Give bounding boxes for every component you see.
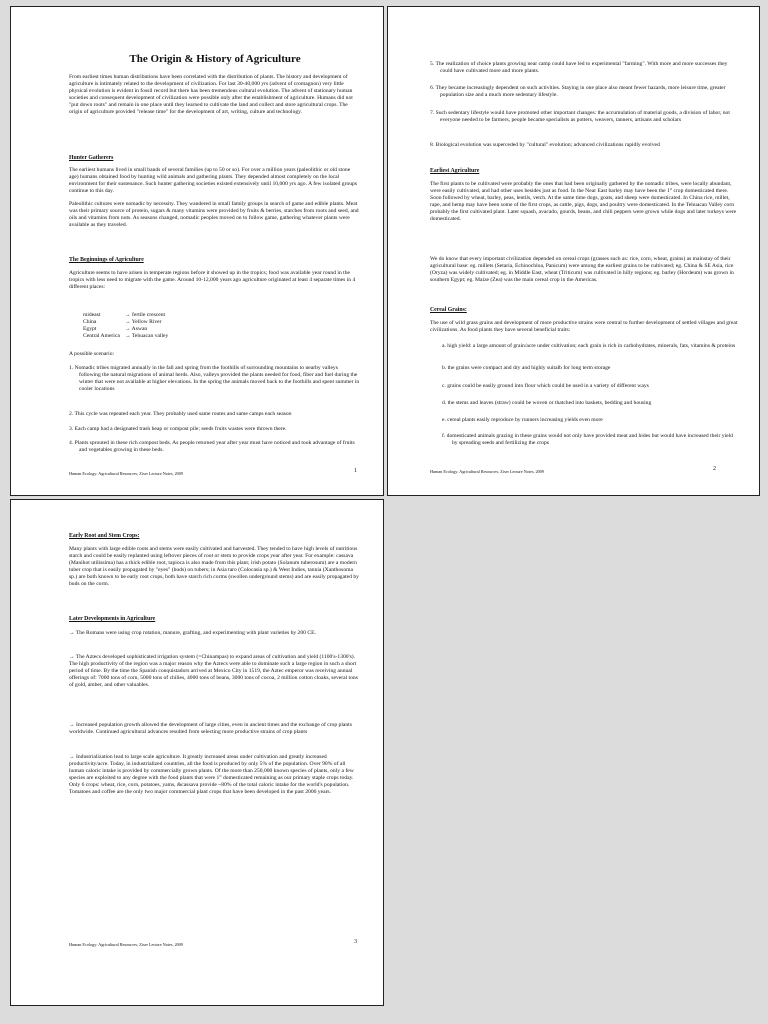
scenario-label: A possible scenario: xyxy=(69,351,115,357)
hunter-paragraph-1: The earliest humans lived in small bands of several families (up to 50 or so). For over a million years (paleolithic or old stone age) humans obtained food by hunting wild animals and gathering plants. They depended almost completely on the local environment for their sustenance. Such hunter gathering societies existed extensively until 10,000 yrs ago. A few isolated groups continue to this day. xyxy=(69,167,358,195)
heading-hunter-gatherers: Hunter Gatherers xyxy=(69,155,114,161)
list-item: 6. They became increasingly dependent on such activities. Staying in one place also meant fewer hazards, more leisure time, greater population size and a much more sedentary lifestyle. xyxy=(430,85,726,99)
later-item: → The Romans were using crop rotation, manure, grafting, and experimenting with plant varieties by 200 CE. xyxy=(69,630,316,636)
page-1 xyxy=(10,6,384,496)
list-item: 7. Such sedentary lifestyle would have promoted other important changes: the accumulation of material goods, a division of labor, not everyone needed to be farmers, people became specialists as potters, weavers, tanners, artisans and scholars xyxy=(430,110,730,124)
trait-item: f. domesticated animals grazing in these grains would not only have provided meat and hides but would have increased their yield by spreading seeds and fertilizing the crops xyxy=(442,433,733,447)
origin-regions-list xyxy=(83,312,168,340)
region-row: China → Yellow River xyxy=(83,319,162,326)
page-number: 1 xyxy=(354,468,357,474)
later-item: → Industrialization lead to large scale agriculture. It greatly increased areas under cultivation and greatly increased productivity/acre. Today, in industrialized countries, all the food is produced by only 5% of the population. Over 90% of all human caloric intake is provided by commercially grown plants. Of the more than 250,000 known species of plants, only a few species are exploited to any degree with the food plants that were 1° domesticated remaining as our primary staple crops today. Only 6 crops: wheat, rice, corn, potatoes, yams, &cassava provide ~80% of the total caloric intake for the world's population. Tomatoes and coffee are the only two major commercial plant crops that have been developed in the past 2000 years. xyxy=(69,754,354,796)
page-footer: Human Ecology: Agricultural Resources; Ziser Lecture Notes, 2009 xyxy=(69,942,183,947)
trait-item: e. cereal plants easily reproduce by runners increasing yields even more xyxy=(442,417,603,423)
page-footer: Human Ecology: Agricultural Resources; Ziser Lecture Notes, 2009 xyxy=(69,471,183,476)
trait-item: c. grains could be easily ground into flour which could be used in a variety of different ways xyxy=(442,383,649,389)
region-row: Central America → Tehuacan valley xyxy=(83,333,169,340)
list-item: 8. Biological evolution was superceded by "cultural" evolution; advanced civilizations rapidly evolved xyxy=(430,142,660,148)
intro-paragraph: From earliest times human distributions have been correlated with the distribution of plants. The history and development of agriculture is intimately related to the development of civilization. For last 30-40,000 yrs (advent of cromagnon) very little physical evolution is evident in fossil record but there has been tremendous cultural evolution. The advent of stationary human societies and consequent development of civilization were possible only after the establishment of agriculture. Humans did not "put down roots" and remain in one place until they learned to cultivate the land and collect and store agricultural crops. The origin of agriculture provided "release time" for the development of art, writing, culture and technology. xyxy=(69,74,353,116)
document-title: The Origin & History of Agriculture xyxy=(129,53,301,65)
later-item: → The Aztecs developed sophisticated irrigation system (=Chinampas) to expand areas of cultivation and yield (1100's-1300's). The high productivity of the region was a major reason why the Aztecs were able to dominate such a large region in such a short period of time. By the time the Spanish conquistadors arrived at Mexico City in 1519, the Aztec emperor was receiving annual offerings of: 7000 tons of corn, 5000 tons of chilies, 4000 tons of beans, 3000 tons of cocoa, 2 million cotton cloaks, several tons of gold, amber, and other valuables. xyxy=(69,654,358,689)
hunter-paragraph-2: Paleolithic cultures were nomadic by necessity. They wandered in small family groups in search of game and edible plants. Meat was their primary source of protein, sugars & many vitamins were provided by fruits & berries, starches from roots and seed, and oils and vitamins from nuts. As seasons changed, nomadic peoples moved on to follow game, gathering whatever plants were available as they traveled. xyxy=(69,201,359,229)
earliest-paragraph-2: We do know that every important civilization depended on cereal crops (grasses such as: rice, corn, wheat, grains) as mainstay of their agricultural base: eg. millets (Setaria, Echinochloa, Panicum) were among the earliest grains to be cultivated; eg. China & SE Asia, rice (Oryza) was widely cultivated; eg. in Middle East, wheat (Triticum) was cultivated in hilly regions; eg. barley (Hordeum) was grown in southern Egypt; eg. Maize (Zea) was the main cereal crop in the Americas. xyxy=(430,256,734,284)
root-crops-paragraph: Many plants with large edible roots and stems were easily cultivated and harvested. They tended to have high levels of nutritious starch and could be easily replanted using leftover pieces of root or stem to provide crops year after year. For example: cassava (Manihot utilissima) has a thick edible root, tapioca is also made from this plant; irish potato (Solanum tuberosum) are a modern tuber crop that is easily propagated by "eyes" (buds) on tubers; in Asia taro (Colocasia sp.) & West Indies, tannia (Xanthosoma sp.) are both known to be early root crops, both have starch rich corms (swollen underground stems) and are easily propagated by buds on the corm. xyxy=(69,546,359,588)
later-item: → Increased population growth allowed the development of large cities, even in ancient times and the exchange of crop plants worldwide. Continued agricultural advances resulted from selecting more productive strains of crop plants xyxy=(69,722,352,736)
trait-item: a. high yield: a large amount of grain/acre under cultivation; each grain is rich in carbohydrates, minerals, fats, vitamins & proteins xyxy=(442,343,736,349)
heading-root-stem-crops: Early Root and Stem Crops: xyxy=(69,533,140,539)
page-3 xyxy=(10,499,384,1006)
heading-later-developments: Later Developments in Agriculture xyxy=(69,616,156,622)
region-row: mideast → fertile crescent xyxy=(83,312,166,318)
earliest-paragraph-1: The first plants to be cultivated were probably the ones that had been originally gathered by the nomadic tribes, were locally abundant, were easily cultivated, and had other uses besides just as food. In the Near East barley may have been the 1° crop domesticated there. Soon followed by wheat, barley, peas, lentils, vetch. At the same time dogs, goats, and sheep were domesticated. In China rice, millet, rape, and hemp may have been some of the first crops, as cattle, pigs, dogs, and poultry were domesticated. In the Tehuacan Valley corn probably the first cultivated plant. Later squash, avacado, gourds, beans, and chili peppers were grown while dogs and later turkeys were domesticated. xyxy=(430,181,737,223)
region-row: Egypt → Aswan xyxy=(83,326,148,333)
heading-beginnings: The Beginnings of Agriculture xyxy=(69,257,144,263)
page-footer: Human Ecology: Agricultural Resources; Ziser Lecture Notes, 2009 xyxy=(430,469,544,474)
heading-earliest-agriculture: Earliest Agriculture xyxy=(430,168,480,174)
list-item: 1. Nomadic tribes migrated annually in the fall and spring from the foothills of surrounding mountains to nearby valleys following the natural migrations of animal herds. Also, valleys provided the plants needed for food, fiber and fuel during the winter that were not available at higher elevations. In the spring the animals moved back to the foothills and spent summer in cooler locations xyxy=(69,365,360,393)
page-number: 2 xyxy=(713,466,716,472)
list-item: 4. Plants sprouted in these rich compost beds. As people returned year after year must have noticed and took advantage of fruits and vegetables growing in these beds. xyxy=(69,440,355,454)
list-item: 2. This cycle was repeated each year. They probably used same routes and same camps each season xyxy=(69,411,292,417)
page-2 xyxy=(387,6,760,496)
list-item: 5. The realization of choice plants growing near camp could have led to experimental "farming". With more and more successes they could have cultivated more and more plants. xyxy=(430,61,728,75)
trait-item: b. the grains were compact and dry and highly suitalb for long term storage xyxy=(442,365,611,371)
beginnings-paragraph: Agriculture seems to have arisen in temperate regions before it showed up in the tropics; food was available year round in the tropics with less need to migrate with the game. Around 10-12,000 years ago agriculture originated at least 4 separate times in 4 different places: xyxy=(69,270,356,291)
cereal-paragraph: The use of wild grass grains and development of more productive strains were central to further development of settled villages and great civilizations. As food plants they have several beneficial traits: xyxy=(430,320,738,334)
page-number: 3 xyxy=(354,939,357,945)
list-item: 3. Each camp had a designated trash heap or compost pile; seeds fruits wastes were thrown there. xyxy=(69,426,287,432)
trait-item: d. the stems and leaves (straw) could be woven or thatched into baskets, bedding and housing xyxy=(442,400,652,406)
heading-cereal-grains: Cereal Grains: xyxy=(430,307,467,313)
